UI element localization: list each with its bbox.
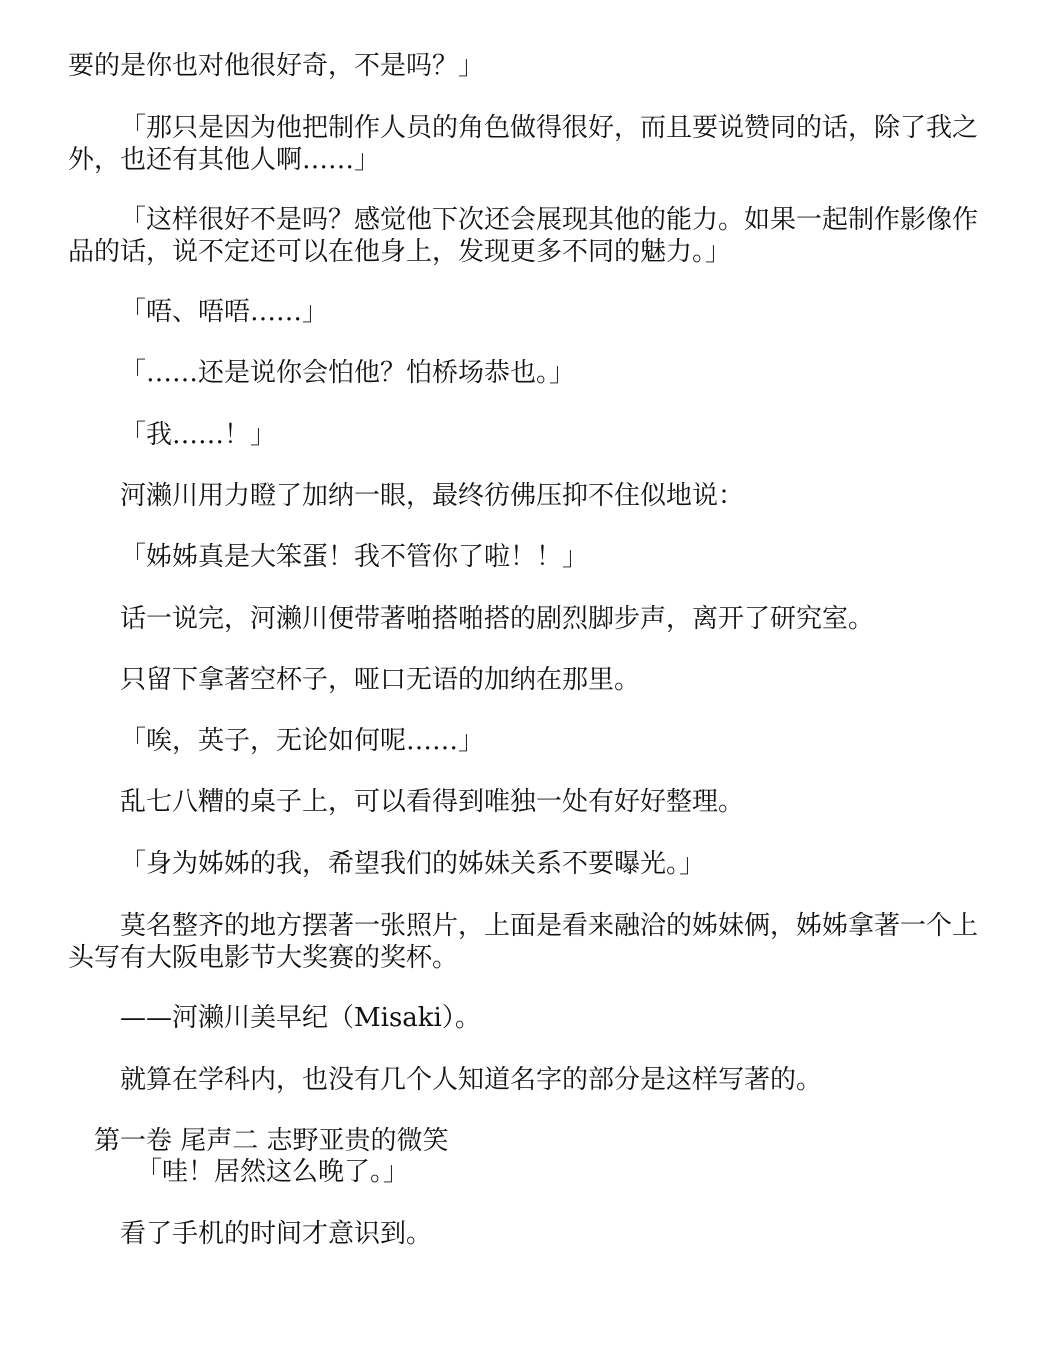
paragraph: 乱七八糟的桌子上，可以看得到唯独一处有好好整理。 xyxy=(120,787,745,817)
paragraph: 「这样很好不是吗？感觉他下次还会展现其他的能力。如果一起制作影像作品的话，说不定还可以在他身上，发现更多不同的魅力。」 xyxy=(68,205,979,267)
paragraph: 「那只是因为他把制作人员的角色做得很好，而且要说赞同的话，除了我之外，也还有其他人啊……」 xyxy=(68,113,979,175)
paragraph: 「……还是说你会怕他？怕桥场恭也。」 xyxy=(120,358,576,388)
paragraph: 「身为姊姊的我，希望我们的姊妹关系不要曝光。」 xyxy=(120,849,706,879)
paragraph: 「我……！」 xyxy=(120,420,277,450)
paragraph: 要的是你也对他很好奇，不是吗？」 xyxy=(68,51,485,81)
paragraph: 「姊姊真是大笨蛋！我不管你了啦！！」 xyxy=(120,542,589,572)
paragraph: 话一说完，河濑川便带著啪搭啪搭的剧烈脚步声，离开了研究室。 xyxy=(120,604,875,634)
paragraph: 「唔、唔唔……」 xyxy=(120,297,329,327)
paragraph: 莫名整齐的地方摆著一张照片，上面是看来融洽的姊妹俩，姊姊拿著一个上头写有大阪电影节大奖赛的奖杯。 xyxy=(68,911,979,973)
paragraph: 就算在学科内，也没有几个人知道名字的部分是这样写著的。 xyxy=(120,1065,823,1095)
paragraph: 「哇！居然这么晚了。」 xyxy=(136,1157,410,1187)
chapter-heading: 第一卷 尾声二 志野亚贵的微笑 xyxy=(94,1126,449,1156)
paragraph: 只留下拿著空杯子，哑口无语的加纳在那里。 xyxy=(120,665,641,695)
paragraph: 河濑川用力瞪了加纳一眼，最终彷佛压抑不住似地说： xyxy=(120,481,745,511)
paragraph: 看了手机的时间才意识到。 xyxy=(120,1219,433,1249)
paragraph: ——河濑川美早纪（Misaki）。 xyxy=(120,1003,481,1033)
paragraph: 「唉，英子，无论如何呢……」 xyxy=(120,726,485,756)
